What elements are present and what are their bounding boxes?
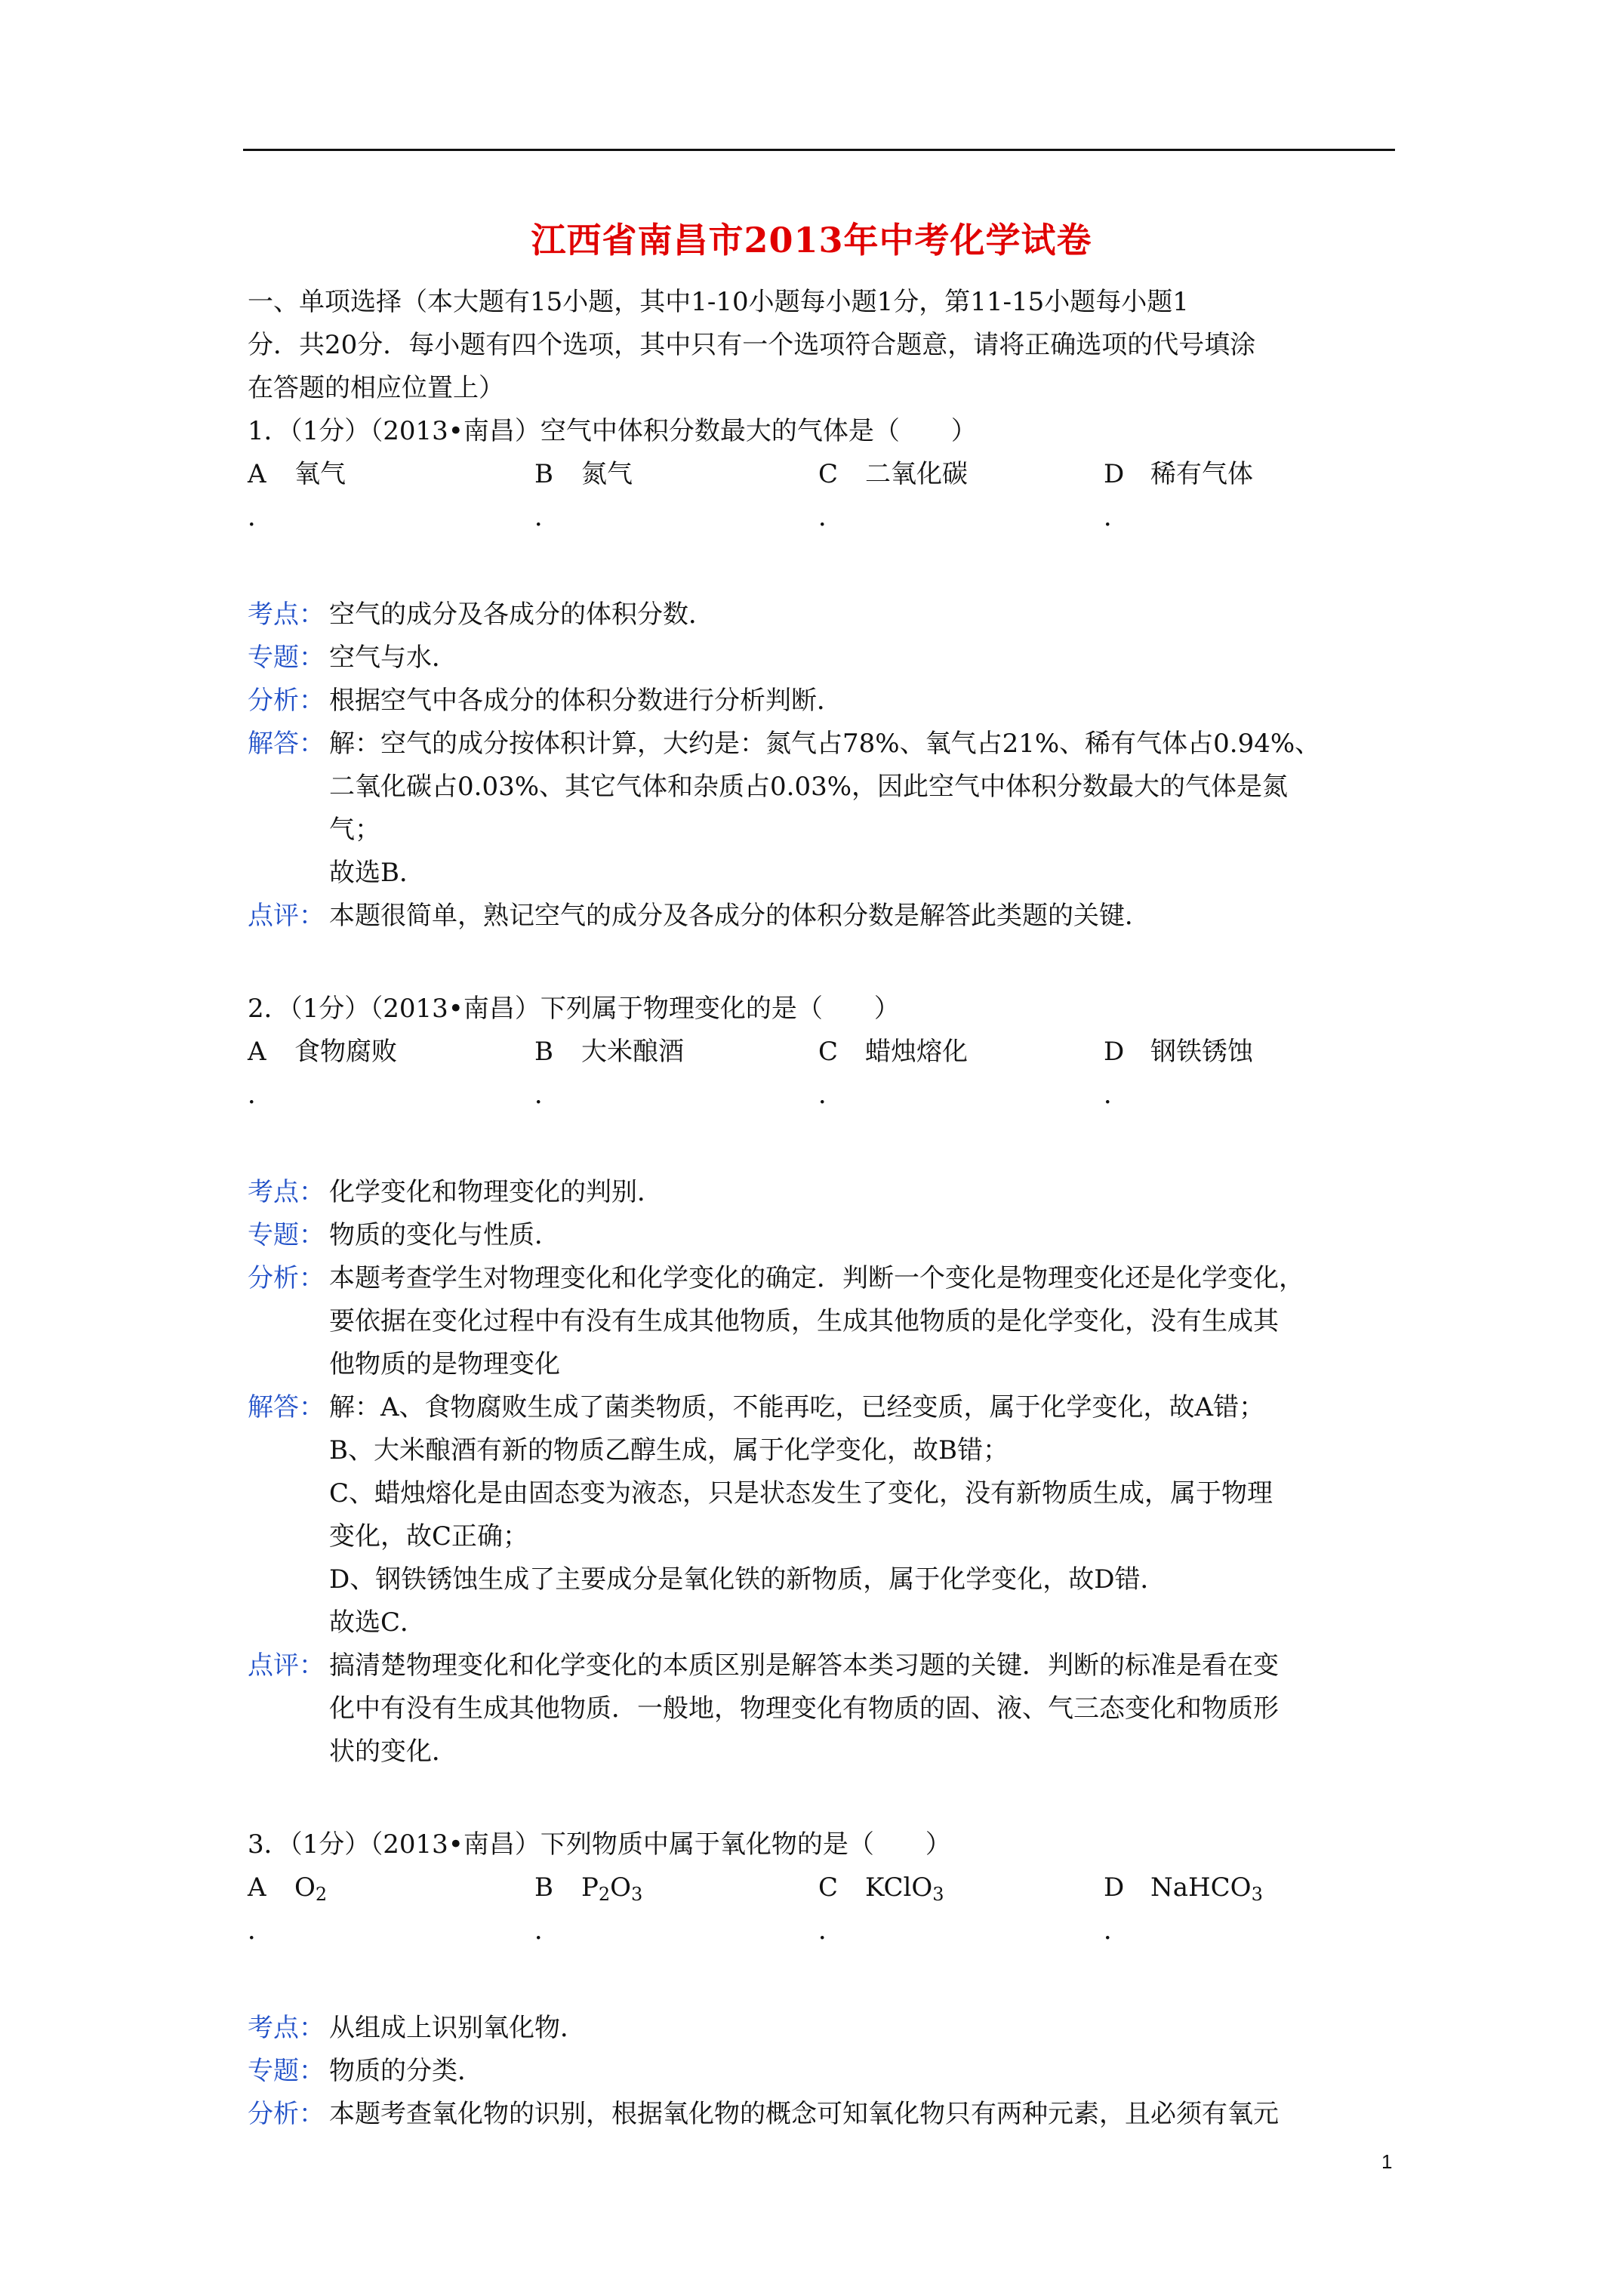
kaodian-label: 考点： xyxy=(248,1177,325,1207)
fenxi-row: 分析： 根据空气中各成分的体积分数进行分析判断． xyxy=(248,680,1403,723)
option-c[interactable]: C KClO$_3$ ． xyxy=(818,1872,944,1946)
question-1 xyxy=(248,410,1403,938)
option-a[interactable]: A 食物腐败 ． xyxy=(248,1037,397,1110)
jieda-label: 解答： xyxy=(248,729,325,759)
dianping-label: 点评： xyxy=(248,1650,325,1681)
fenxi-label: 分析： xyxy=(248,1263,325,1293)
answer-options xyxy=(248,453,1403,544)
zhuanti-row: 专题： 物质的分类． xyxy=(248,2050,1403,2093)
fenxi-row: 分析： 本题考查学生对物理变化和化学变化的确定．判断一个变化是物理变化还是化学变化， 要依据在变化过程中有没有生成其他物质，生成其他物质的是化学变化，没有生成其 他物质的是物理变化 xyxy=(248,1257,1403,1386)
section-header xyxy=(248,281,1403,410)
jieda-row: 解答： 解：空气的成分按体积计算，大约是：氮气占78%、氧气占21%、稀有气体占0.94%、 二氧化碳占0.03%、其它气体和杂质占0.03%，因此空气中体积分数最大的气体是氮 气； 故选B． xyxy=(248,723,1403,895)
option-d[interactable]: D 钢铁锈蚀 ． xyxy=(1104,1037,1253,1110)
kaodian-label: 考点： xyxy=(248,599,325,630)
page-title: 江西省南昌市2013年中考化学试卷 xyxy=(531,220,1092,260)
jieda-row: 解答： 解：A、食物腐败生成了菌类物质，不能再吃，已经变质，属于化学变化，故A错； B、大米酿酒有新的物质乙醇生成，属于化学变化，故B错； C、蜡烛熔化是由固态变为液态，只是状态发生了变化，没有新物质生成，属于物理 变化，故C正确； D、钢铁锈蚀生成了主要成分是氧化铁的新物质，属于化学变化，故D错． 故选C． xyxy=(248,1386,1403,1644)
document-body xyxy=(248,281,1403,2136)
answer-options xyxy=(248,1866,1403,1957)
option-b[interactable]: B 氮气 ． xyxy=(534,459,633,532)
jieda-label: 解答： xyxy=(248,1392,325,1422)
kaodian-row: 考点： 从组成上识别氧化物． xyxy=(248,2007,1403,2050)
zhuanti-label: 专题： xyxy=(248,1220,325,1250)
option-d[interactable]: D NaHCO$_3$ ． xyxy=(1104,1872,1263,1946)
answer-options xyxy=(248,1031,1403,1121)
dianping-label: 点评： xyxy=(248,901,325,931)
question-2 xyxy=(248,988,1403,1774)
zhuanti-label: 专题： xyxy=(248,2056,325,2086)
kaodian-label: 考点： xyxy=(248,2013,325,2043)
fenxi-label: 分析： xyxy=(248,2099,325,2129)
kaodian-row: 考点： 空气的成分及各成分的体积分数． xyxy=(248,593,1403,636)
option-c[interactable]: C 二氧化碳 ． xyxy=(818,459,968,532)
option-b[interactable]: B $P_2O_3$ ． xyxy=(534,1872,643,1946)
section-header-line: 在答题的相应位置上） xyxy=(248,373,504,403)
dianping-row: 点评： 搞清楚物理变化和化学变化的本质区别是解答本类习题的关键．判断的标准是看在变 化中有没有生成其他物质．一般地，物理变化有物质的固、液、气三态变化和物质形 状的变化． xyxy=(248,1644,1403,1774)
question-stem: 3．（1分）（2013•南昌）下列物质中属于氧化物的是（ ） xyxy=(248,1829,951,1860)
fenxi-label: 分析： xyxy=(248,686,325,716)
zhuanti-label: 专题： xyxy=(248,643,325,673)
header-rule xyxy=(243,149,1395,151)
question-stem: 1．（1分）（2013•南昌）空气中体积分数最大的气体是（ ） xyxy=(248,416,977,446)
option-b[interactable]: B 大米酿酒 ． xyxy=(534,1037,684,1110)
section-header-line: 一、单项选择（本大题有15小题，其中1-10小题每小题1分，第11-15小题每小题1 xyxy=(248,287,1189,317)
question-3 xyxy=(248,1823,1403,2136)
page-number: 1 xyxy=(1381,2150,1393,2173)
option-c[interactable]: C 蜡烛熔化 ． xyxy=(818,1037,968,1110)
zhuanti-row: 专题： 空气与水． xyxy=(248,636,1403,680)
fenxi-row: 分析： 本题考查氧化物的识别，根据氧化物的概念可知氧化物只有两种元素，且必须有氧元 xyxy=(248,2093,1403,2136)
option-a[interactable]: A 氧气 ． xyxy=(248,459,346,532)
section-header-line: 分．共20分．每小题有四个选项，其中只有一个选项符合题意，请将正确选项的代号填涂 xyxy=(248,330,1256,360)
question-stem: 2．（1分）（2013•南昌）下列属于物理变化的是（ ） xyxy=(248,994,900,1024)
zhuanti-row: 专题： 物质的变化与性质． xyxy=(248,1214,1403,1257)
dianping-row: 点评： 本题很简单，熟记空气的成分及各成分的体积分数是解答此类题的关键． xyxy=(248,895,1403,938)
option-d[interactable]: D 稀有气体 ． xyxy=(1104,459,1253,532)
kaodian-row: 考点： 化学变化和物理变化的判别． xyxy=(248,1171,1403,1214)
option-a[interactable]: A $O_2$ ． xyxy=(248,1872,328,1946)
